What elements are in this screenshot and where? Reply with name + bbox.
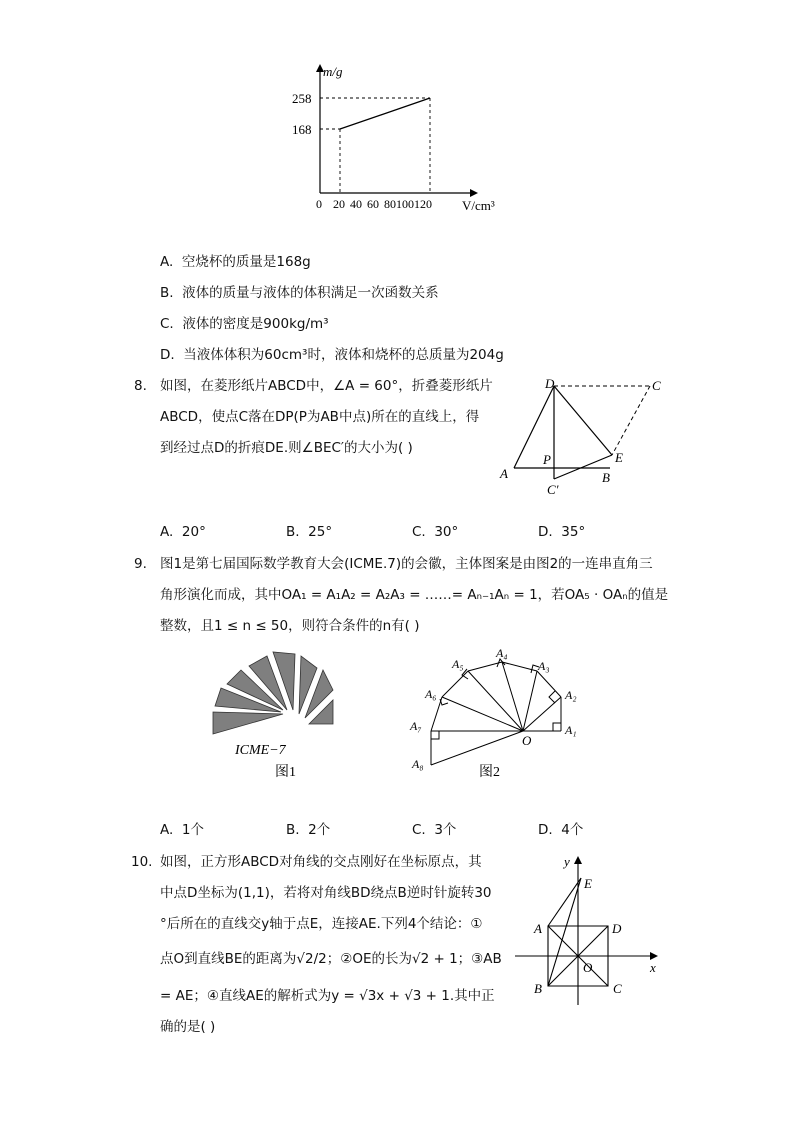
x-tick-40: 40 <box>350 197 362 211</box>
option-letter: D. <box>538 524 553 540</box>
x-tick-60: 60 <box>367 197 379 211</box>
option-letter: D. <box>538 822 553 838</box>
q8-option-b <box>286 524 332 540</box>
q8-line-2: ABCD，使点C落在DP(P为AB中点)所在的直线上，得 <box>160 409 480 425</box>
q10-line-2: 中点D坐标为(1,1)，若将对角线BD绕点B逆时针旋转30 <box>160 885 492 901</box>
option-letter: B. <box>286 524 300 540</box>
option-text: 25° <box>308 524 333 540</box>
label-A5: A₅ <box>452 657 464 671</box>
option-letter: D. <box>160 347 175 363</box>
label-B: B <box>602 470 610 485</box>
label-A1: A₁ <box>565 723 577 737</box>
label-C-prime: C′ <box>547 482 559 497</box>
option-letter: A. <box>160 254 174 270</box>
q9-line-3: 整数，且1 ≤ n ≤ 50，则符合条件的n有( ) <box>160 618 420 634</box>
option-text: 1个 <box>181 822 204 838</box>
logo-wedge-8 <box>213 712 283 734</box>
option-text: 30° <box>434 524 459 540</box>
mass-volume-graph <box>290 60 520 215</box>
label-A: A <box>500 466 508 481</box>
option-text: 2个 <box>308 822 331 838</box>
icme-logo-figure <box>205 648 350 783</box>
label-O: O <box>583 960 593 975</box>
rhombus-figure <box>492 372 672 502</box>
q8-line-1: 如图，在菱形纸片ABCD中，∠A = 60°，折叠菱形纸片 <box>160 378 493 394</box>
q9-option-d <box>538 822 583 838</box>
label-P: P <box>543 452 551 467</box>
label-A3: A₃ <box>538 659 550 673</box>
y-tick-168: 168 <box>292 122 312 137</box>
option-letter: A. <box>160 524 174 540</box>
y-tick-258: 258 <box>292 91 312 106</box>
spiral-triangles-figure <box>405 645 595 785</box>
label-x: x <box>650 960 656 975</box>
label-E: E <box>615 450 623 465</box>
option-letter: C. <box>412 822 426 838</box>
q8-option-d <box>538 524 585 540</box>
q9-option-a <box>160 822 204 838</box>
label-A2: A₂ <box>565 688 577 702</box>
q10-line-5: = AE；④直线AE的解析式为y = √3x + √3 + 1.其中正 <box>160 988 495 1004</box>
fig2-caption: 图2 <box>479 765 500 780</box>
q9-line-1: 图1是第七届国际数学教育大会(ICME.7)的会徽，主体图案是由图2的一连串直角三 <box>160 556 653 572</box>
q7-option-b <box>160 285 439 301</box>
x-tick-0: 0 <box>316 197 322 211</box>
label-A7: A₇ <box>410 719 422 733</box>
q8-number: 8. <box>134 378 147 394</box>
option-text: 液体的质量与液体的体积满足一次函数关系 <box>182 285 439 301</box>
q7-option-d <box>160 347 504 363</box>
x-tick-80-120: 80100120 <box>384 197 432 211</box>
option-text: 3个 <box>434 822 457 838</box>
q9-number: 9. <box>134 556 147 572</box>
logo-text: ICME−7 <box>235 743 286 758</box>
label-A: A <box>534 921 542 936</box>
label-D: D <box>612 921 622 936</box>
label-A4: A₄ <box>496 646 508 660</box>
label-B: B <box>534 981 542 996</box>
q9-option-b <box>286 822 330 838</box>
option-text: 当液体体积为60cm³时，液体和烧杯的总质量为204g <box>183 347 504 363</box>
q10-line-4: 点O到直线BE的距离为√2/2；②OE的长为√2 + 1；③AB <box>160 951 502 967</box>
option-letter: C. <box>412 524 426 540</box>
data-line <box>340 98 430 129</box>
option-letter: B. <box>286 822 300 838</box>
label-D: D <box>545 376 555 391</box>
label-C: C <box>652 378 661 393</box>
option-text: 液体的密度是900kg/m³ <box>182 316 329 332</box>
label-E: E <box>584 876 592 891</box>
label-A8: A₈ <box>412 757 424 771</box>
q8-option-a <box>160 524 206 540</box>
option-letter: C. <box>160 316 174 332</box>
option-text: 4个 <box>561 822 584 838</box>
label-y: y <box>564 854 570 869</box>
q8-line-3: 到经过点D的折痕DE.则∠BEC′的大小为( ) <box>160 440 413 456</box>
x-tick-20: 20 <box>333 197 345 211</box>
q10-line-1: 如图，正方形ABCD对角线的交点刚好在坐标原点，其 <box>160 854 482 870</box>
label-C: C <box>613 981 622 996</box>
option-text: 20° <box>181 524 206 540</box>
square-coordinate-figure <box>510 850 665 1010</box>
q7-option-c <box>160 316 329 332</box>
option-text: 35° <box>561 524 586 540</box>
option-letter: B. <box>160 285 174 301</box>
q10-number: 10. <box>131 854 153 870</box>
fig1-caption: 图1 <box>275 765 296 780</box>
q8-option-c <box>412 524 458 540</box>
q10-line-3: °后所在的直线交y轴于点E，连接AE.下列4个结论：① <box>160 916 483 932</box>
option-text: 空烧杯的质量是168g <box>181 254 311 270</box>
q7-option-a <box>160 254 311 270</box>
x-axis-arrow <box>470 189 478 197</box>
label-O: O <box>522 733 532 748</box>
label-A6: A₆ <box>425 687 437 701</box>
q9-line-2: 角形演化而成，其中OA₁ = A₁A₂ = A₂A₃ = ……= Aₙ₋₁Aₙ = 1，若OA₅ · OAₙ的值是 <box>160 587 669 603</box>
y-axis-label: m/g <box>323 64 343 79</box>
q10-line-6: 确的是( ) <box>160 1019 216 1035</box>
q9-option-c <box>412 822 456 838</box>
option-letter: A. <box>160 822 174 838</box>
x-axis-label: V/cm³ <box>462 198 495 213</box>
